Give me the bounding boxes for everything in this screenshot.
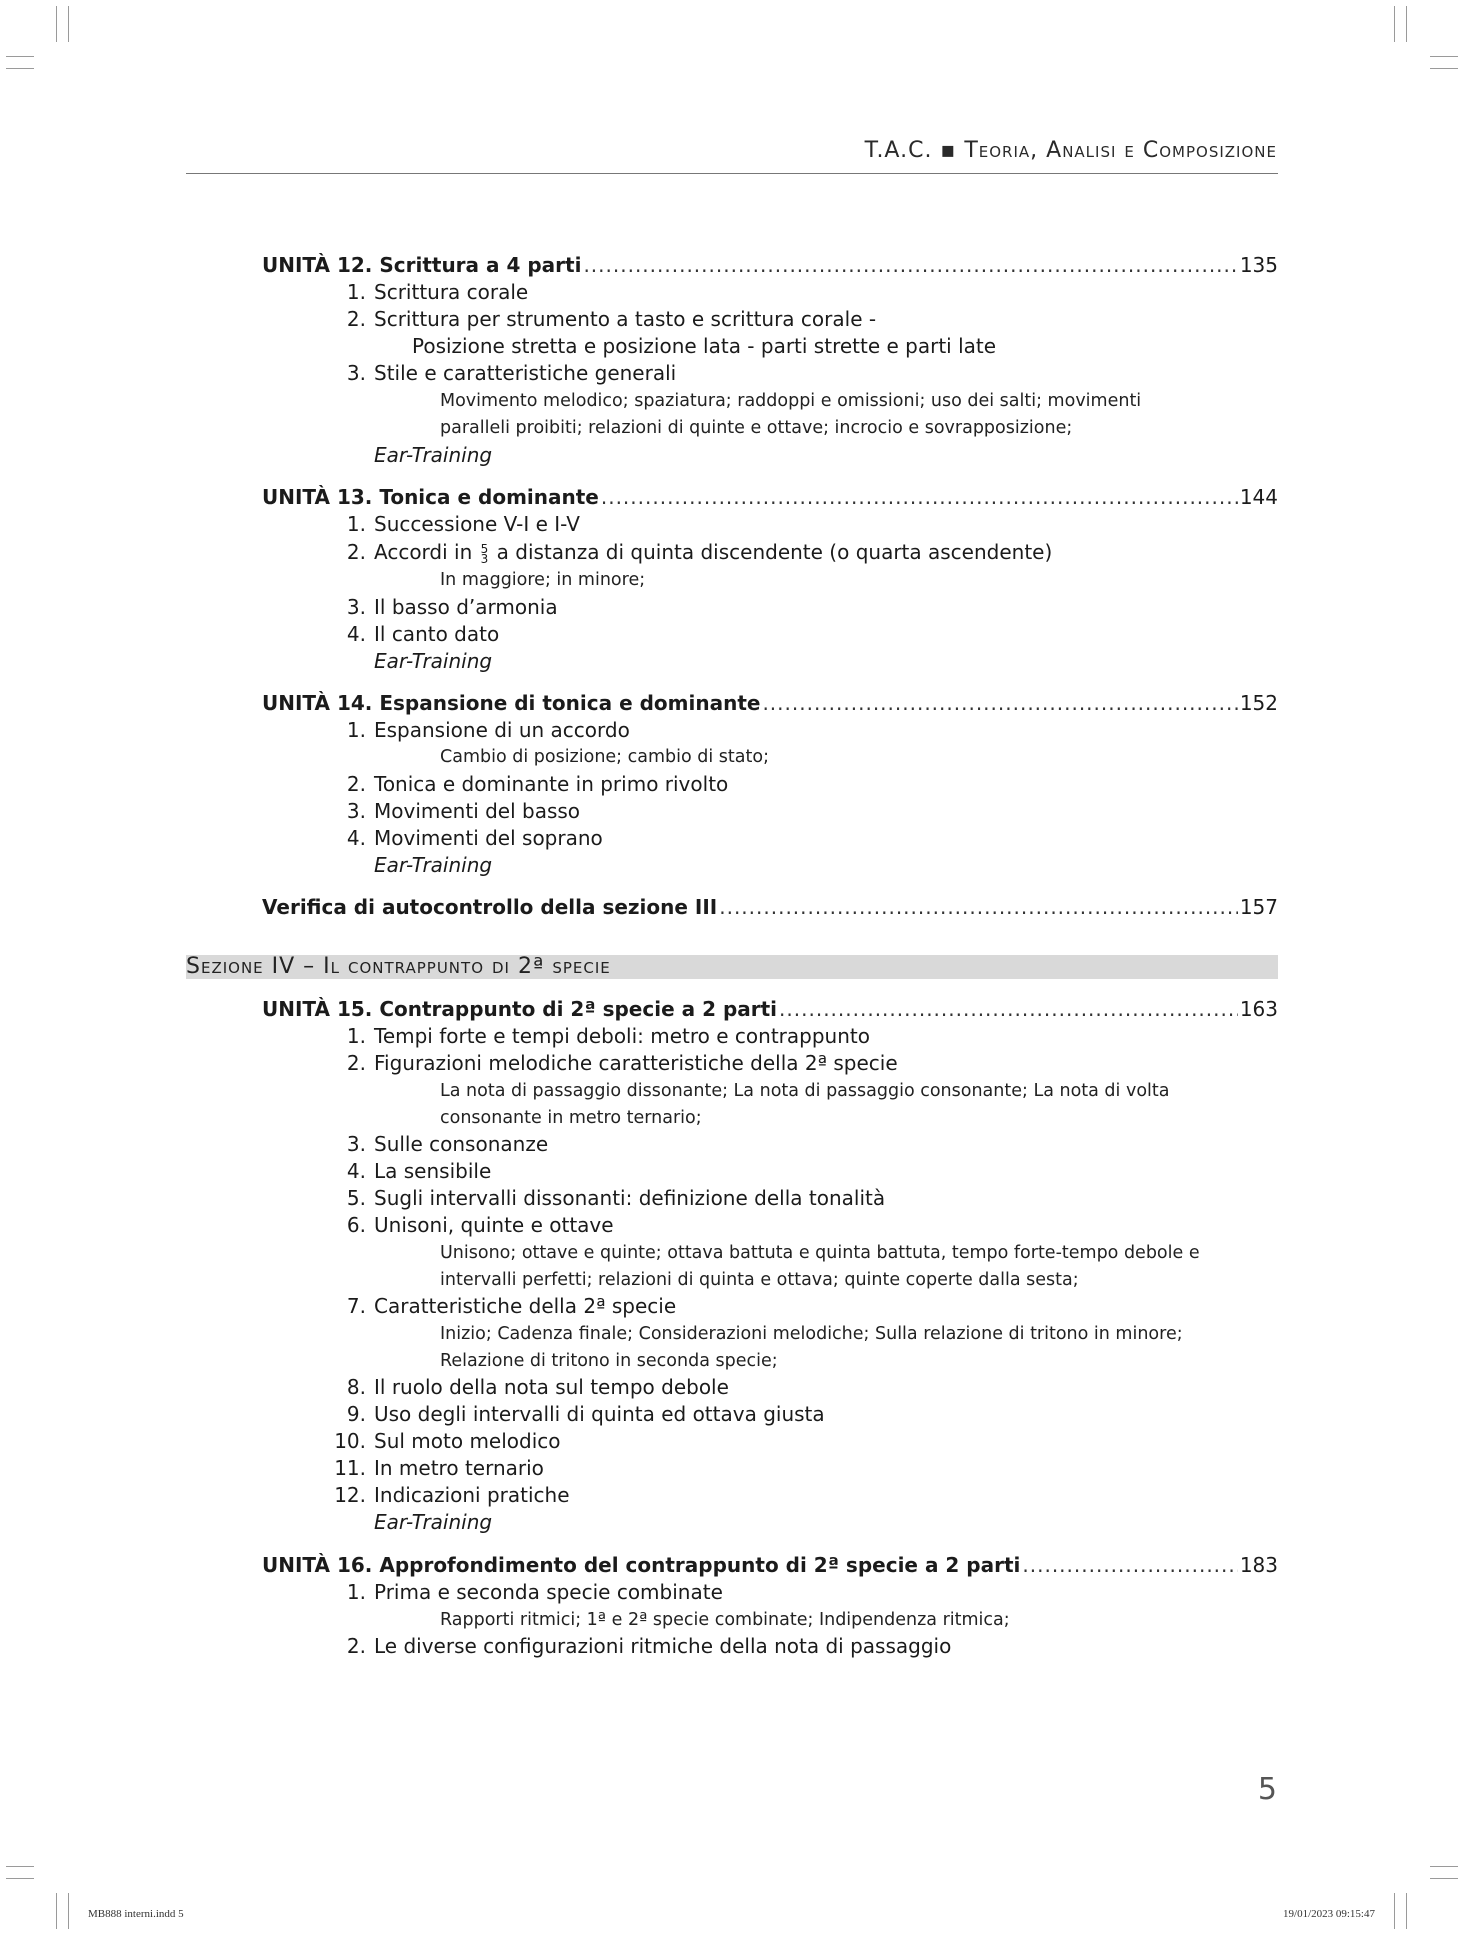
- crop-mark: [1430, 1878, 1458, 1879]
- toc-subitem: Cambio di posizione; cambio di stato;: [440, 747, 769, 767]
- leader-dots: [719, 894, 1238, 921]
- toc-unit-15[interactable]: [262, 996, 1278, 1023]
- toc-item: 5. Sugli intervalli dissonanti: definizione della tonalità: [346, 1186, 886, 1210]
- toc-item: 3. Sulle consonanze: [346, 1132, 549, 1156]
- toc-subitem: Relazione di tritono in seconda specie;: [440, 1351, 778, 1371]
- page-ref: 144: [1239, 485, 1278, 509]
- crop-mark: [6, 56, 34, 57]
- crop-mark: [68, 6, 69, 42]
- unit-title: UNITÀ 16. Approfondimento del contrappunto di 2ª specie a 2 parti: [262, 1553, 1021, 1577]
- page-number: 5: [1257, 1772, 1277, 1807]
- toc-unit-14[interactable]: [262, 690, 1278, 717]
- toc-item: 8. Il ruolo della nota sul tempo debole: [346, 1375, 729, 1399]
- toc-item: 11. In metro ternario: [334, 1456, 544, 1480]
- toc-item: 6. Unisoni, quinte e ottave: [346, 1213, 614, 1237]
- toc-subitem: La nota di passaggio dissonante; La nota di passaggio consonante; La nota di volta: [440, 1081, 1170, 1101]
- leader-dots: [779, 996, 1238, 1023]
- toc-item: 12. Indicazioni pratiche: [334, 1483, 570, 1507]
- toc-subitem: In maggiore; in minore;: [440, 570, 646, 590]
- toc-item: 4. La sensibile: [346, 1159, 492, 1183]
- toc-ear-training: Ear-Training: [374, 649, 493, 673]
- crop-mark: [1430, 1866, 1458, 1867]
- page-ref: 157: [1239, 895, 1278, 919]
- crop-mark: [68, 1893, 69, 1929]
- crop-mark: [6, 68, 34, 69]
- toc-item: 3. Il basso d’armonia: [346, 595, 558, 619]
- crop-mark: [56, 6, 57, 42]
- crop-mark: [6, 1866, 34, 1867]
- toc-item: 1. Prima e seconda specie combinate: [346, 1580, 723, 1604]
- crop-mark: [1406, 6, 1407, 42]
- print-slug-timestamp: 19/01/2023 09:15:47: [1283, 1908, 1375, 1920]
- toc-item: 2. Le diverse configurazioni ritmiche della nota di passaggio: [346, 1634, 952, 1658]
- leader-dots: [762, 690, 1237, 717]
- unit-title: UNITÀ 13. Tonica e dominante: [262, 485, 599, 509]
- toc-unit-16[interactable]: [262, 1552, 1278, 1579]
- unit-title: UNITÀ 12. Scrittura a 4 parti: [262, 253, 582, 277]
- leader-dots: [1022, 1552, 1237, 1579]
- toc-ear-training: Ear-Training: [374, 853, 493, 877]
- toc-item: 2. Figurazioni melodiche caratteristiche della 2ª specie: [346, 1051, 898, 1075]
- toc-item: 2. Accordi in 5 3 a distanza di quinta discendente (o quarta ascendente): [346, 540, 1053, 566]
- chord-figure: 5 3: [480, 541, 489, 566]
- page-ref: 163: [1239, 997, 1278, 1021]
- section-heading: Sezione IV – Il contrappunto di 2ª specie: [186, 955, 1278, 979]
- toc-item: 2. Tonica e dominante in primo rivolto: [346, 772, 729, 796]
- toc-item-continuation: Posizione stretta e posizione lata - parti strette e parti late: [412, 334, 997, 358]
- leader-dots: [583, 252, 1237, 279]
- toc-subitem: Movimento melodico; spaziatura; raddoppi e omissioni; uso dei salti; movimenti: [440, 391, 1142, 411]
- unit-title: UNITÀ 14. Espansione di tonica e dominante: [262, 691, 761, 715]
- toc-item: 1. Successione V-I e I-V: [346, 512, 580, 536]
- crop-mark: [1430, 56, 1458, 57]
- toc-item: 1. Scrittura corale: [346, 280, 529, 304]
- toc-subitem: Unisono; ottave e quinte; ottava battuta e quinta battuta, tempo forte-tempo debole e: [440, 1243, 1200, 1263]
- leader-dots: [601, 484, 1238, 511]
- toc-verifica[interactable]: [262, 894, 1278, 921]
- print-slug-file: MB888 interni.indd 5: [88, 1908, 184, 1920]
- toc-item: 3. Stile e caratteristiche generali: [346, 361, 677, 385]
- running-header: T.A.C. ▪ Teoria, Analisi e Composizione: [864, 138, 1277, 163]
- toc-item: 4. Movimenti del soprano: [346, 826, 603, 850]
- toc-unit-12[interactable]: [262, 252, 1278, 279]
- page-ref: 135: [1239, 253, 1278, 277]
- toc-ear-training: Ear-Training: [374, 1510, 493, 1534]
- crop-mark: [1394, 6, 1395, 42]
- crop-mark: [1430, 68, 1458, 69]
- toc-unit-13[interactable]: [262, 484, 1278, 511]
- toc-item: 1. Espansione di un accordo: [346, 718, 630, 742]
- unit-title: UNITÀ 15. Contrappunto di 2ª specie a 2 parti: [262, 997, 778, 1021]
- crop-mark: [56, 1893, 57, 1929]
- toc-item: 2. Scrittura per strumento a tasto e scrittura corale -: [346, 307, 877, 331]
- toc-item: 9. Uso degli intervalli di quinta ed ottava giusta: [346, 1402, 825, 1426]
- page-ref: 183: [1239, 1553, 1278, 1577]
- crop-mark: [1394, 1893, 1395, 1929]
- toc-item: 1. Tempi forte e tempi deboli: metro e contrappunto: [346, 1024, 870, 1048]
- page-ref: 152: [1239, 691, 1278, 715]
- toc-subitem: consonante in metro ternario;: [440, 1108, 702, 1128]
- toc-ear-training: Ear-Training: [374, 443, 493, 467]
- crop-mark: [6, 1878, 34, 1879]
- toc-item: 10. Sul moto melodico: [334, 1429, 561, 1453]
- toc-subitem: paralleli proibiti; relazioni di quinte e ottave; incrocio e sovrapposizione;: [440, 418, 1073, 438]
- unit-title: Verifica di autocontrollo della sezione III: [262, 895, 718, 919]
- toc-item: 4. Il canto dato: [346, 622, 500, 646]
- toc-item: 3. Movimenti del basso: [346, 799, 581, 823]
- toc-subitem: intervalli perfetti; relazioni di quinta e ottava; quinte coperte dalla sesta;: [440, 1270, 1079, 1290]
- crop-mark: [1406, 1893, 1407, 1929]
- toc-subitem: Rapporti ritmici; 1ª e 2ª specie combinate; Indipendenza ritmica;: [440, 1610, 1010, 1630]
- toc-item: 7. Caratteristiche della 2ª specie: [346, 1294, 677, 1318]
- header-rule: [186, 173, 1278, 174]
- toc-subitem: Inizio; Cadenza finale; Considerazioni melodiche; Sulla relazione di tritono in minore;: [440, 1324, 1183, 1344]
